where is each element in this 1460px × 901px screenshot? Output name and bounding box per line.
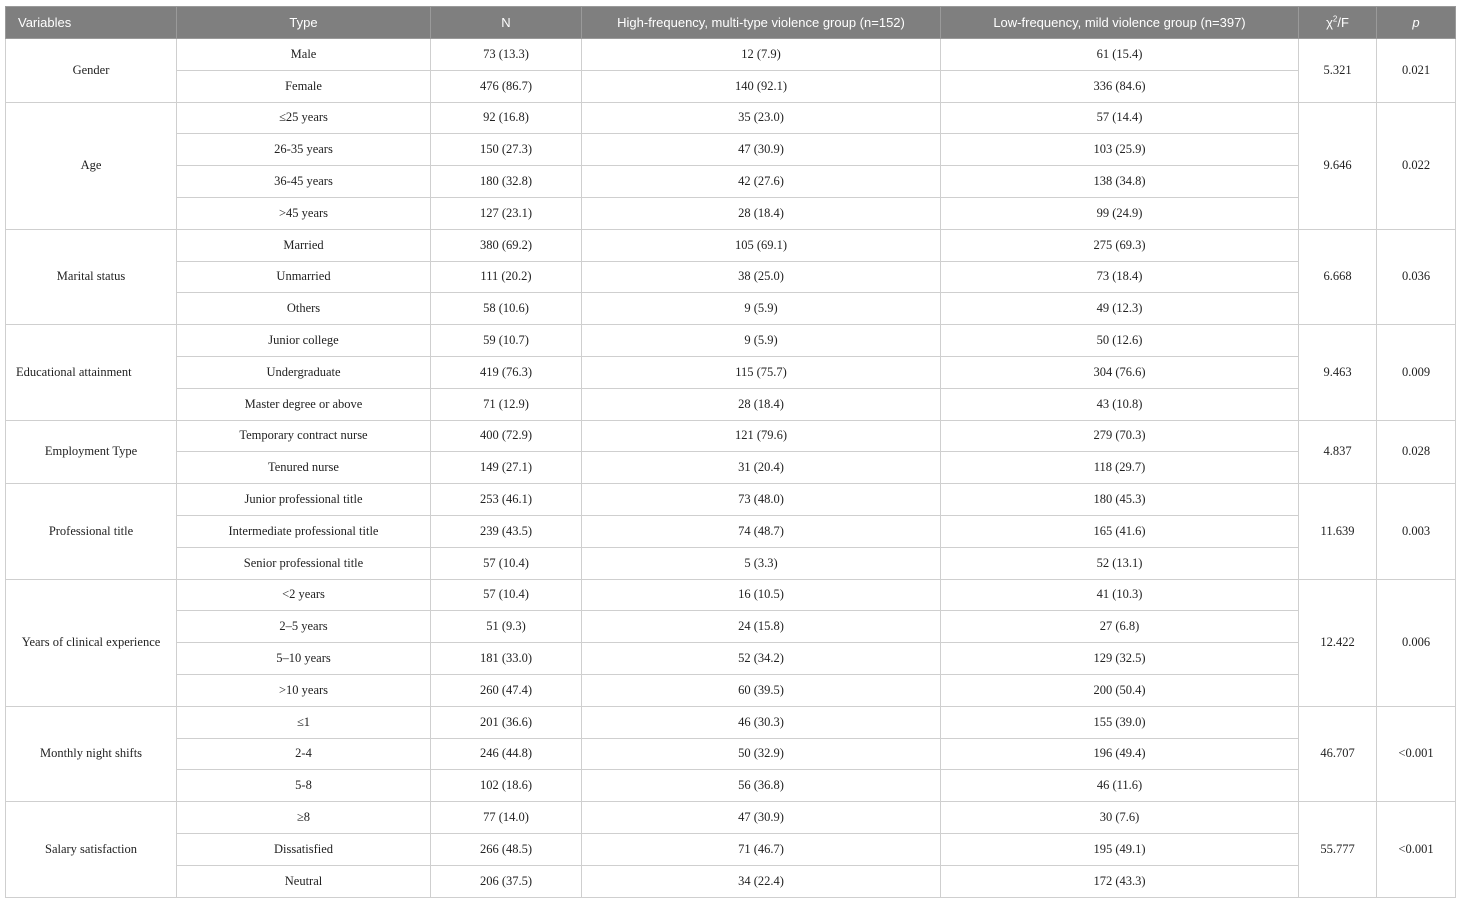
low-frequency-cell: 57 (14.4) bbox=[941, 102, 1299, 134]
n-cell: 57 (10.4) bbox=[431, 547, 582, 579]
low-frequency-cell: 61 (15.4) bbox=[941, 39, 1299, 71]
low-frequency-cell: 46 (11.6) bbox=[941, 770, 1299, 802]
high-frequency-cell: 16 (10.5) bbox=[582, 579, 941, 611]
high-frequency-cell: 121 (79.6) bbox=[582, 420, 941, 452]
table-row bbox=[6, 420, 1456, 452]
results-table bbox=[5, 6, 1456, 898]
table-row bbox=[6, 643, 1456, 675]
low-frequency-cell: 27 (6.8) bbox=[941, 611, 1299, 643]
high-frequency-cell: 60 (39.5) bbox=[582, 674, 941, 706]
high-frequency-cell: 34 (22.4) bbox=[582, 865, 941, 897]
type-cell: Undergraduate bbox=[177, 356, 431, 388]
header-chi-suffix: /F bbox=[1337, 15, 1349, 30]
high-frequency-cell: 46 (30.3) bbox=[582, 706, 941, 738]
table-row bbox=[6, 70, 1456, 102]
type-cell: Neutral bbox=[177, 865, 431, 897]
low-frequency-cell: 73 (18.4) bbox=[941, 261, 1299, 293]
high-frequency-cell: 42 (27.6) bbox=[582, 166, 941, 198]
p-value-cell: 0.006 bbox=[1377, 579, 1456, 706]
low-frequency-cell: 275 (69.3) bbox=[941, 229, 1299, 261]
header-chi-square bbox=[1299, 7, 1377, 39]
variable-cell: Salary satisfaction bbox=[6, 802, 177, 897]
high-frequency-cell: 71 (46.7) bbox=[582, 833, 941, 865]
n-cell: 266 (48.5) bbox=[431, 833, 582, 865]
table-row bbox=[6, 293, 1456, 325]
p-value-cell: 0.009 bbox=[1377, 325, 1456, 420]
type-cell: 36-45 years bbox=[177, 166, 431, 198]
table-row bbox=[6, 579, 1456, 611]
type-cell: Senior professional title bbox=[177, 547, 431, 579]
low-frequency-cell: 99 (24.9) bbox=[941, 197, 1299, 229]
type-cell: Male bbox=[177, 39, 431, 71]
type-cell: Junior college bbox=[177, 325, 431, 357]
p-value-cell: <0.001 bbox=[1377, 706, 1456, 801]
variable-cell: Marital status bbox=[6, 229, 177, 324]
table-row bbox=[6, 197, 1456, 229]
chi-square-cell: 9.463 bbox=[1299, 325, 1377, 420]
table-row bbox=[6, 229, 1456, 261]
n-cell: 260 (47.4) bbox=[431, 674, 582, 706]
type-cell: Female bbox=[177, 70, 431, 102]
table-row bbox=[6, 770, 1456, 802]
header-low-frequency-group: Low-frequency, mild violence group (n=397) bbox=[941, 7, 1299, 39]
header-n: N bbox=[431, 7, 582, 39]
low-frequency-cell: 195 (49.1) bbox=[941, 833, 1299, 865]
n-cell: 92 (16.8) bbox=[431, 102, 582, 134]
chi-square-cell: 46.707 bbox=[1299, 706, 1377, 801]
chi-square-cell: 4.837 bbox=[1299, 420, 1377, 484]
low-frequency-cell: 138 (34.8) bbox=[941, 166, 1299, 198]
p-value-cell: <0.001 bbox=[1377, 802, 1456, 897]
n-cell: 246 (44.8) bbox=[431, 738, 582, 770]
type-cell: 5–10 years bbox=[177, 643, 431, 675]
n-cell: 111 (20.2) bbox=[431, 261, 582, 293]
high-frequency-cell: 9 (5.9) bbox=[582, 325, 941, 357]
low-frequency-cell: 279 (70.3) bbox=[941, 420, 1299, 452]
type-cell: Temporary contract nurse bbox=[177, 420, 431, 452]
type-cell: ≤1 bbox=[177, 706, 431, 738]
low-frequency-cell: 43 (10.8) bbox=[941, 388, 1299, 420]
table-row bbox=[6, 261, 1456, 293]
high-frequency-cell: 74 (48.7) bbox=[582, 515, 941, 547]
type-cell: Married bbox=[177, 229, 431, 261]
high-frequency-cell: 115 (75.7) bbox=[582, 356, 941, 388]
n-cell: 400 (72.9) bbox=[431, 420, 582, 452]
high-frequency-cell: 5 (3.3) bbox=[582, 547, 941, 579]
variable-cell: Employment Type bbox=[6, 420, 177, 484]
high-frequency-cell: 9 (5.9) bbox=[582, 293, 941, 325]
low-frequency-cell: 103 (25.9) bbox=[941, 134, 1299, 166]
high-frequency-cell: 47 (30.9) bbox=[582, 802, 941, 834]
table-row bbox=[6, 166, 1456, 198]
table-body bbox=[6, 39, 1456, 898]
high-frequency-cell: 28 (18.4) bbox=[582, 197, 941, 229]
table-row bbox=[6, 356, 1456, 388]
low-frequency-cell: 118 (29.7) bbox=[941, 452, 1299, 484]
chi-square-cell: 6.668 bbox=[1299, 229, 1377, 324]
n-cell: 102 (18.6) bbox=[431, 770, 582, 802]
chi-square-cell: 11.639 bbox=[1299, 484, 1377, 579]
type-cell: 2-4 bbox=[177, 738, 431, 770]
type-cell: >10 years bbox=[177, 674, 431, 706]
type-cell: Tenured nurse bbox=[177, 452, 431, 484]
table-row bbox=[6, 325, 1456, 357]
header-variables: Variables bbox=[6, 7, 177, 39]
table-row bbox=[6, 802, 1456, 834]
table-row bbox=[6, 865, 1456, 897]
type-cell: 26-35 years bbox=[177, 134, 431, 166]
low-frequency-cell: 41 (10.3) bbox=[941, 579, 1299, 611]
high-frequency-cell: 140 (92.1) bbox=[582, 70, 941, 102]
chi-square-cell: 5.321 bbox=[1299, 39, 1377, 103]
low-frequency-cell: 200 (50.4) bbox=[941, 674, 1299, 706]
n-cell: 476 (86.7) bbox=[431, 70, 582, 102]
table-row bbox=[6, 674, 1456, 706]
n-cell: 180 (32.8) bbox=[431, 166, 582, 198]
high-frequency-cell: 28 (18.4) bbox=[582, 388, 941, 420]
low-frequency-cell: 129 (32.5) bbox=[941, 643, 1299, 675]
low-frequency-cell: 50 (12.6) bbox=[941, 325, 1299, 357]
low-frequency-cell: 196 (49.4) bbox=[941, 738, 1299, 770]
n-cell: 419 (76.3) bbox=[431, 356, 582, 388]
n-cell: 380 (69.2) bbox=[431, 229, 582, 261]
n-cell: 73 (13.3) bbox=[431, 39, 582, 71]
n-cell: 57 (10.4) bbox=[431, 579, 582, 611]
type-cell: Others bbox=[177, 293, 431, 325]
high-frequency-cell: 73 (48.0) bbox=[582, 484, 941, 516]
header-type: Type bbox=[177, 7, 431, 39]
variable-cell: Professional title bbox=[6, 484, 177, 579]
type-cell: 5-8 bbox=[177, 770, 431, 802]
high-frequency-cell: 31 (20.4) bbox=[582, 452, 941, 484]
variable-cell: Years of clinical experience bbox=[6, 579, 177, 706]
low-frequency-cell: 180 (45.3) bbox=[941, 484, 1299, 516]
table-row bbox=[6, 738, 1456, 770]
table-row bbox=[6, 515, 1456, 547]
p-value-cell: 0.022 bbox=[1377, 102, 1456, 229]
table-row bbox=[6, 547, 1456, 579]
n-cell: 51 (9.3) bbox=[431, 611, 582, 643]
variable-cell: Age bbox=[6, 102, 177, 229]
p-value-cell: 0.036 bbox=[1377, 229, 1456, 324]
header-chi-superscript: 2 bbox=[1332, 14, 1338, 24]
high-frequency-cell: 38 (25.0) bbox=[582, 261, 941, 293]
type-cell: Master degree or above bbox=[177, 388, 431, 420]
chi-square-cell: 9.646 bbox=[1299, 102, 1377, 229]
header-row bbox=[6, 7, 1456, 39]
table-row bbox=[6, 484, 1456, 516]
chi-square-cell: 55.777 bbox=[1299, 802, 1377, 897]
type-cell: >45 years bbox=[177, 197, 431, 229]
n-cell: 59 (10.7) bbox=[431, 325, 582, 357]
high-frequency-cell: 47 (30.9) bbox=[582, 134, 941, 166]
type-cell: Unmarried bbox=[177, 261, 431, 293]
variable-cell: Educational attainment bbox=[6, 325, 177, 420]
n-cell: 150 (27.3) bbox=[431, 134, 582, 166]
high-frequency-cell: 52 (34.2) bbox=[582, 643, 941, 675]
table-row bbox=[6, 833, 1456, 865]
low-frequency-cell: 172 (43.3) bbox=[941, 865, 1299, 897]
n-cell: 127 (23.1) bbox=[431, 197, 582, 229]
high-frequency-cell: 35 (23.0) bbox=[582, 102, 941, 134]
variable-cell: Gender bbox=[6, 39, 177, 103]
type-cell: <2 years bbox=[177, 579, 431, 611]
high-frequency-cell: 105 (69.1) bbox=[582, 229, 941, 261]
table-row bbox=[6, 611, 1456, 643]
n-cell: 201 (36.6) bbox=[431, 706, 582, 738]
low-frequency-cell: 49 (12.3) bbox=[941, 293, 1299, 325]
table-row bbox=[6, 388, 1456, 420]
header-high-frequency-group: High-frequency, multi-type violence group (n=152) bbox=[582, 7, 941, 39]
low-frequency-cell: 336 (84.6) bbox=[941, 70, 1299, 102]
header-chi-symbol: χ bbox=[1326, 15, 1333, 30]
p-value-cell: 0.028 bbox=[1377, 420, 1456, 484]
high-frequency-cell: 24 (15.8) bbox=[582, 611, 941, 643]
low-frequency-cell: 30 (7.6) bbox=[941, 802, 1299, 834]
high-frequency-cell: 56 (36.8) bbox=[582, 770, 941, 802]
p-value-cell: 0.021 bbox=[1377, 39, 1456, 103]
high-frequency-cell: 50 (32.9) bbox=[582, 738, 941, 770]
n-cell: 206 (37.5) bbox=[431, 865, 582, 897]
type-cell: Junior professional title bbox=[177, 484, 431, 516]
n-cell: 181 (33.0) bbox=[431, 643, 582, 675]
n-cell: 58 (10.6) bbox=[431, 293, 582, 325]
variable-cell: Monthly night shifts bbox=[6, 706, 177, 801]
n-cell: 239 (43.5) bbox=[431, 515, 582, 547]
type-cell: Intermediate professional title bbox=[177, 515, 431, 547]
table-row bbox=[6, 134, 1456, 166]
n-cell: 77 (14.0) bbox=[431, 802, 582, 834]
low-frequency-cell: 304 (76.6) bbox=[941, 356, 1299, 388]
p-value-cell: 0.003 bbox=[1377, 484, 1456, 579]
table-row bbox=[6, 39, 1456, 71]
high-frequency-cell: 12 (7.9) bbox=[582, 39, 941, 71]
type-cell: Dissatisfied bbox=[177, 833, 431, 865]
n-cell: 71 (12.9) bbox=[431, 388, 582, 420]
n-cell: 253 (46.1) bbox=[431, 484, 582, 516]
low-frequency-cell: 165 (41.6) bbox=[941, 515, 1299, 547]
type-cell: ≥8 bbox=[177, 802, 431, 834]
table-row bbox=[6, 452, 1456, 484]
low-frequency-cell: 155 (39.0) bbox=[941, 706, 1299, 738]
type-cell: 2–5 years bbox=[177, 611, 431, 643]
table-row bbox=[6, 706, 1456, 738]
n-cell: 149 (27.1) bbox=[431, 452, 582, 484]
table-row bbox=[6, 102, 1456, 134]
chi-square-cell: 12.422 bbox=[1299, 579, 1377, 706]
table-header bbox=[6, 7, 1456, 39]
low-frequency-cell: 52 (13.1) bbox=[941, 547, 1299, 579]
header-p-value: p bbox=[1377, 7, 1456, 39]
type-cell: ≤25 years bbox=[177, 102, 431, 134]
